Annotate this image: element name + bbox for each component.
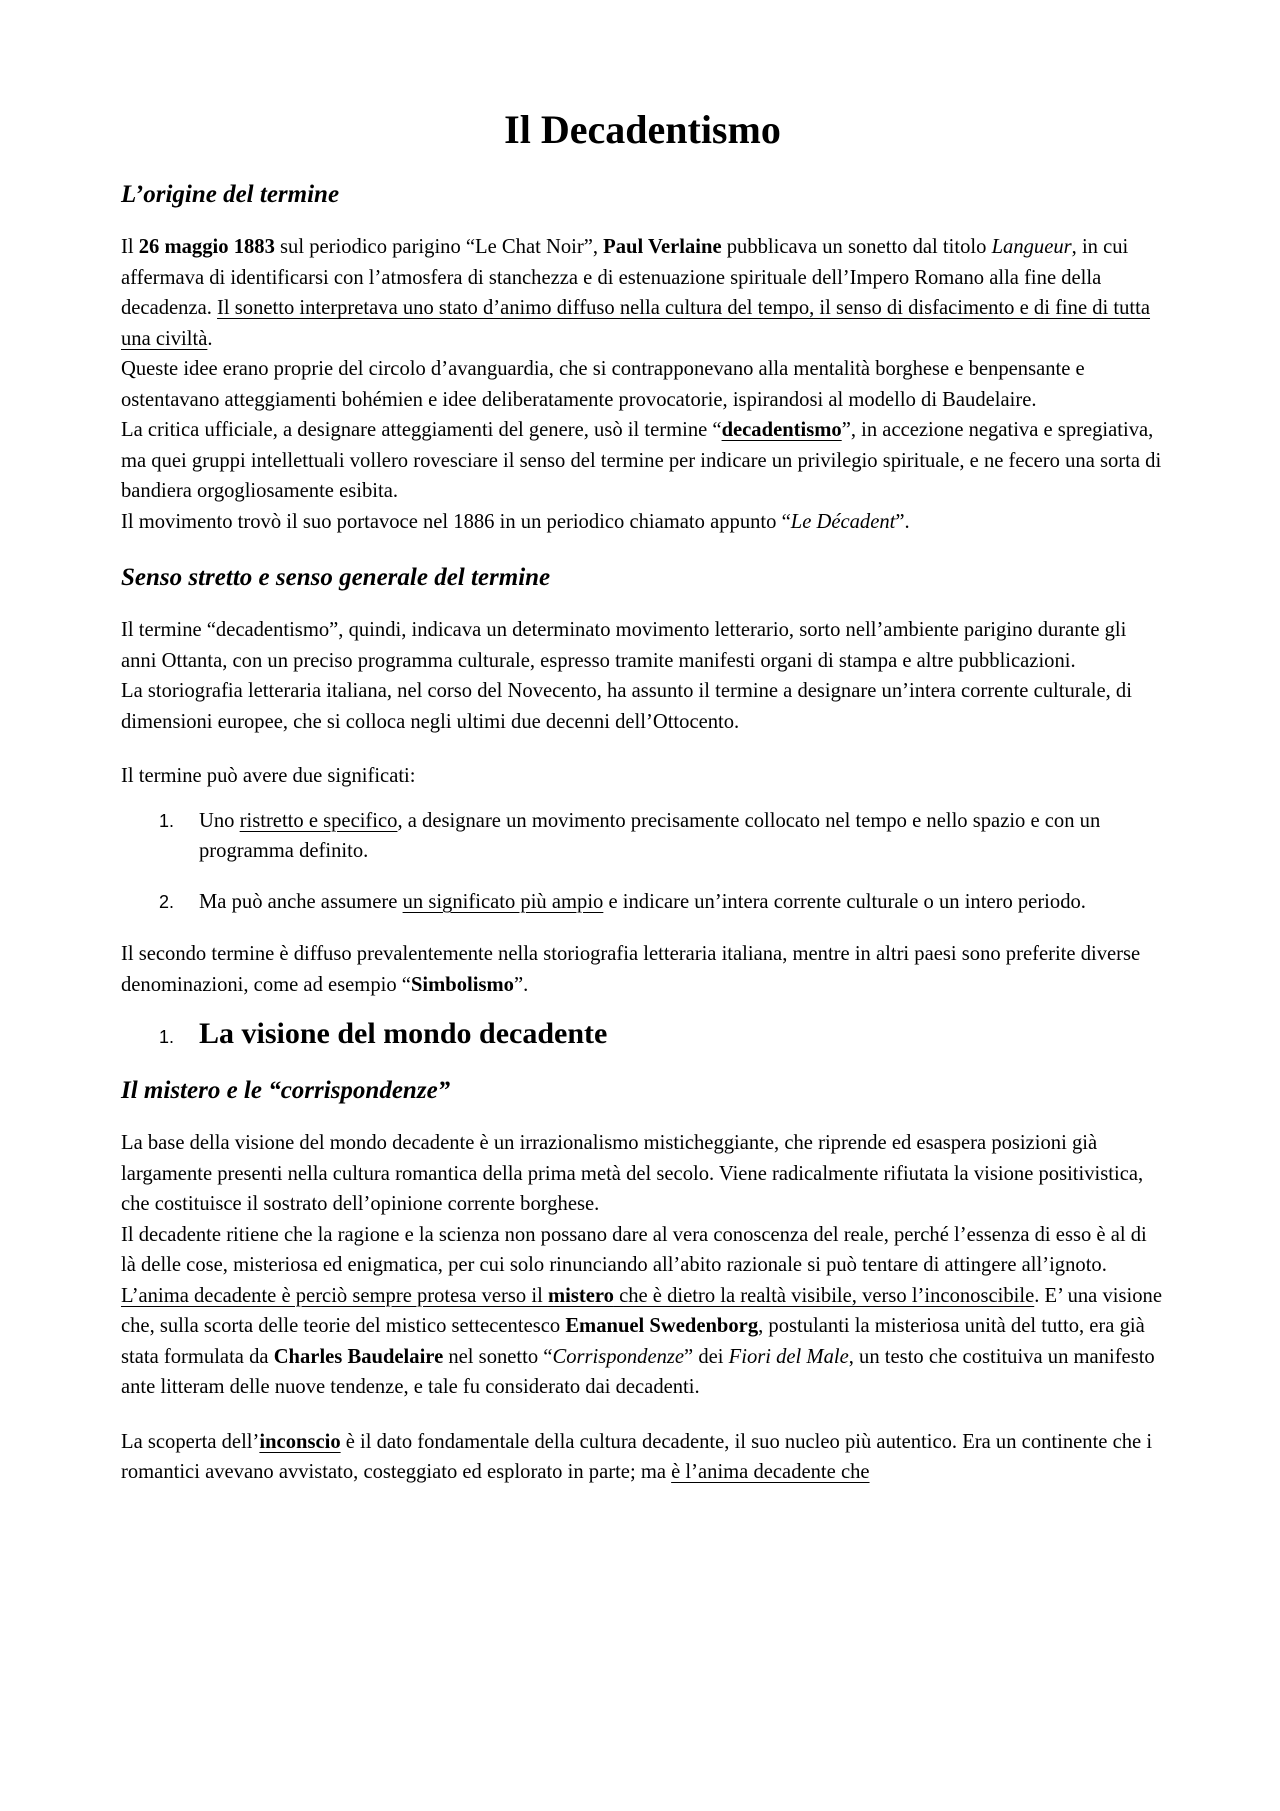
paragraph: Il 26 maggio 1883 sul periodico parigino “Le Chat Noir”, Paul Verlaine pubblicava un sonetto dal titolo Langueur, in cui affermava di identificarsi con l’atmosfera di stanchezza e di estenuazione spirituale dell’Impero Romano alla fine della decadenza. Il sonetto interpretava uno stato d’animo diffuso nella cultura del tempo, il senso di disfacimento e di fine di tutta una civiltà. xyxy=(121,236,1151,350)
section-mistero-body xyxy=(121,1128,1164,1488)
paragraph: Il movimento trovò il suo portavoce nel 1886 in un periodico chiamato appunto “Le Décadent”. xyxy=(121,510,910,533)
paragraph: Il secondo termine è diffuso prevalentemente nella storiografia letteraria italiana, mentre in altri paesi sono preferite diverse denominazioni, come ad esempio “Simbolismo”. xyxy=(121,943,1141,996)
list-item: 1. Uno ristretto e specifico, a designare un movimento precisamente collocato nel tempo e nello spazio e con un programma definito. xyxy=(159,809,1101,862)
paragraph: Il decadente ritiene che la ragione e la scienza non possano dare al vera conoscenza del reale, perché l’essenza di esso è al di là delle cose, misteriosa ed enigmatica, per cui solo rinunciando all’abito razionale si può tentare di attingere all’ignoto. xyxy=(121,1223,1147,1276)
section-heading-senso: Senso stretto e senso generale del termine xyxy=(121,564,551,591)
paragraph: La critica ufficiale, a designare atteggiamenti del genere, usò il termine “decadentismo”, in accezione negativa e spregiativa, ma quei gruppi intellettuali vollero rovesciare il senso del termine per indicare un privilegio spirituale, e ne fecero una sorta di bandiera orgogliosamente esibita. xyxy=(121,419,1162,502)
paragraph: La scoperta dell’inconscio è il dato fondamentale della cultura decadente, il suo nucleo più autentico. Era un continente che i romantici avevano avvistato, costeggiato ed esplorato in parte; ma è l’anima decadente che xyxy=(121,1430,1153,1483)
numbered-section-heading: 1. La visione del mondo decadente xyxy=(159,1017,608,1050)
paragraph: La storiografia letteraria italiana, nel corso del Novecento, ha assunto il termine a designare un’intera corrente culturale, di dimensioni europee, che si colloca negli ultimi due decenni dell’Ottocento. xyxy=(121,680,1132,733)
section-origine-body xyxy=(121,232,1164,537)
paragraph: L’anima decadente è perciò sempre protesa verso il mistero che è dietro la realtà visibile, verso l’inconoscibile. E’ una visione che, sulla scorta delle teorie del mistico settecentesco Emanuel Swedenborg, postulanti la misteriosa unità del tutto, era già stata formulata da Charles Baudelaire nel sonetto “Corrispondenze” dei Fiori del Male, un testo che costituiva un manifesto ante litteram delle nuove tendenze, e tale fu considerato dai decadenti. xyxy=(121,1284,1162,1398)
section-heading-mistero: Il mistero e le “corrispondenze” xyxy=(121,1077,451,1104)
paragraph: Queste idee erano proprie del circolo d’avanguardia, che si contrapponevano alla mentalità borghese e benpensante e ostentavano atteggiamenti bohémien e idee deliberatamente provocatorie, ispirandosi al modello di Baudelaire. xyxy=(121,358,1085,411)
meanings-list xyxy=(121,806,1164,918)
paragraph: La base della visione del mondo decadente è un irrazionalismo misticheggiante, che riprende ed esaspera posizioni già largamente presenti nella cultura romantica della prima metà del secolo. Viene radicalmente rifiutata la visione positivistica, che costituisce il sostrato dell’opinione corrente borghese. xyxy=(121,1132,1144,1215)
section-senso-body xyxy=(121,615,1164,1000)
paragraph: Il termine può avere due significati: xyxy=(121,765,416,787)
list-item: 2. Ma può anche assumere un significato più ampio e indicare un’intera corrente culturale o un intero periodo. xyxy=(159,890,1086,913)
page-title: Il Decadentismo xyxy=(504,107,781,152)
paragraph: Il termine “decadentismo”, quindi, indicava un determinato movimento letterario, sorto nell’ambiente parigino durante gli anni Ottanta, con un preciso programma culturale, espresso tramite manifesti organi di stampa e altre pubblicazioni. xyxy=(121,619,1127,672)
section-heading-origine: L’origine del termine xyxy=(121,181,340,208)
